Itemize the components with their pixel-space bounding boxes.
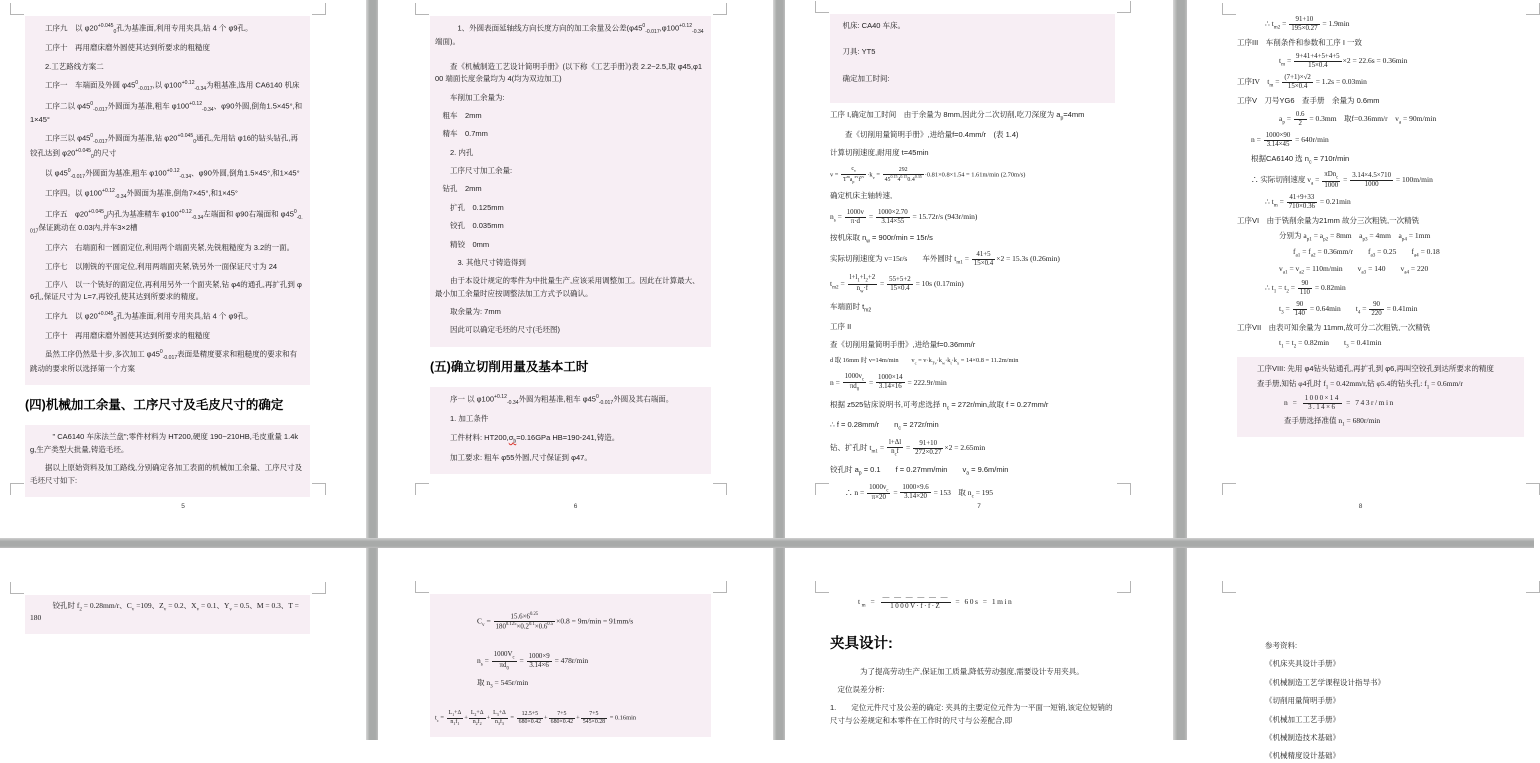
text-block	[1237, 640, 1524, 763]
formula-line: 实际切削速度为 v=15r/s 车外圆时 $t_{m1}$ = $\frac{41+5}{15\times 0.4}$ ×2 = 15.3s (0.26min)	[830, 251, 1060, 268]
text-line: 定位误差分析:	[830, 685, 885, 695]
formula-line: $C_v$ = $\frac{15.6\times 6^{0.25}}{180^{0.125}\times 0.2^{0.1}\times 0.6^{0.5}}$ ×0.8 = 9m/min = 91mm/s	[477, 612, 634, 631]
text-line: 工序 II	[830, 321, 852, 331]
text-line: 工序六 右端面和一圆面定位,利用两个端面夹紧,先铣粗糙度为 3.2的一面。	[30, 243, 295, 253]
section-heading: (四)机械加工余量、工序尺寸及毛皮尺寸的确定	[25, 398, 284, 413]
formula-line: $n_s$ = $\frac{1000v}{\pi\cdot d}$ = $\frac{1000\times 2.70}{3.14\times 55}$ = 15.72r/s (943r/min)	[830, 208, 978, 225]
text-line: 工序VIII: 先用 φ4钻头钻通孔,再扩孔到 φ6,再叫空铰孔到达所要求的精度	[1242, 363, 1494, 373]
text-block	[830, 594, 1115, 727]
formula-line: $t_m$ = $\frac{— — — — — —}{1000V\cdot f\cdot f\cdot Z}$ = 60s = 1min	[858, 594, 1014, 610]
formula-line: 分别为 $a_{p1} = a_{p2} = 8mm$ $a_{p3} = 4mm$ $a_{p4} = 1mm$	[1279, 230, 1431, 243]
text-line: 虽然工序仍然是十步,多次加工 $\varphi 45^0_{-0.017}$表面是精度要求和粗糙度的要求和有跳动的要求所以选择第一个方案	[30, 349, 298, 373]
text-line: 铰孔 0.035mm	[435, 221, 504, 231]
document-page-5[interactable]	[0, 0, 366, 538]
margin-corner-mark	[713, 3, 727, 15]
margin-corner-mark	[415, 483, 429, 495]
text-line: 工序VI 由于铣削余量为21mm 故分三次粗铣,一次精铣	[1237, 215, 1420, 225]
margin-corner-mark	[1117, 1, 1131, 13]
text-block	[830, 109, 1115, 502]
text-line: 查《切削用量简明手册》,进给量f=0.4mm/r (表 1.4)	[830, 130, 1019, 140]
text-line: 1、外圆表面延轴线方向长度方向的加工余量及公差($\varphi 45^0_{-0.017},\varphi 100^{+0.12}_{-0.34}$端面)。	[435, 23, 704, 47]
page-number: 8	[1358, 503, 1363, 510]
text-line: 《机械制造工艺学课程设计指导书》	[1265, 677, 1385, 687]
formula-line: ∴ $t_1 = t_2$ = $\frac{90}{110}$ = 0.82min	[1265, 280, 1346, 297]
highlighted-text-block	[25, 425, 310, 497]
margin-corner-mark	[415, 3, 429, 15]
formula-line: n = $\frac{1000\times 90}{3.14\times 45}$ = 640r/min	[1251, 132, 1329, 149]
text-line: 1. 加工条件	[435, 414, 489, 424]
text-block	[1237, 16, 1524, 351]
page-number: 5	[181, 503, 185, 510]
text-line: 查《机械制造工艺设计简明手册》(以下称《工艺手册》)表 2.2~2.5,取 φ45,φ100 端面长度余量均为 4(均为双边加工)	[435, 61, 703, 84]
section-heading: 夹具设计:	[830, 635, 893, 652]
margin-corner-mark	[1117, 581, 1131, 593]
page-content	[0, 0, 366, 497]
formula-line: $v_{a1} = v_{a2} = 110m/\min$ $v_{a3} = 140$ $v_{a4} = 220$	[1279, 263, 1429, 276]
margin-corner-mark	[10, 582, 24, 594]
text-line: 为了提高劳动生产,保证加工质量,降低劳动强度,需要设计专用夹具。	[830, 666, 1084, 676]
formula-line: ∴ 实际切削速度 $v_a$ = $\frac{\pi Dn_c}{1000}$ = $\frac{3.14\times 4.5\times 710}{1000}$ = 100m/min	[1251, 171, 1433, 189]
margin-corner-mark	[1117, 483, 1131, 495]
text-line: 序一 以 $\varphi 100^{+0.12}_{-0.34}$外圆为粗基准,粗车 $\varphi 45^0_{-0.017}$外圆及其右端面。	[435, 394, 674, 407]
text-line: 工序八 以一个铣好的面定位,再利用另外一个面夹紧,钻 φ4的通孔,再扩孔到 φ6孔,保证尺寸为 L=7,再铰孔使其达到所要求的精度。	[30, 279, 302, 302]
text-line: 工序二以 $\varphi 45^0_{-0.017}$外圆面为基准,粗车 $\varphi 100^{+0.12}_{-0.34}$、φ90外圆,倒角1.5×45°,和1×45°	[30, 100, 303, 124]
margin-corner-mark	[415, 581, 429, 593]
text-line: 工序一 车端面及外圆 $\varphi 45^0_{-0.017}$,以 $\varphi 100^{+0.12}_{-0.34}$为粗基准,选用 CA6140 机床	[30, 80, 300, 93]
page-content	[785, 0, 1173, 502]
document-page-6[interactable]	[378, 0, 773, 538]
text-line: 据以上原始资料及加工路线,分别确定各加工表面的机械加工余量、工序尺寸及毛坯尺寸如下:	[30, 463, 303, 485]
margin-corner-mark	[1222, 3, 1236, 15]
margin-corner-mark	[713, 581, 727, 593]
text-line: 工序VII 由表可知余量为 11mm,故可分二次粗铣,一次精铣	[1237, 322, 1431, 332]
margin-corner-mark	[1222, 483, 1236, 495]
text-line: 工序尺寸加工余量:	[435, 166, 513, 176]
formula-line: $t_{m2}$ = $\frac{l+l_1+l_2+2}{n_w\cdot f}$ = $\frac{55+5+2}{15\times 0.4}$ = 10s (0.17min)	[830, 274, 964, 295]
text-line: 工序四。以 $\varphi 100^{+0.12}_{-0.34}$外圆面为基准,倒角7×45°,和1×45°	[30, 188, 238, 201]
margin-corner-mark	[713, 483, 727, 495]
text-block	[25, 397, 310, 413]
page-content	[1187, 548, 1534, 763]
text-line: 铰孔时 $a_p = 0.1$ f = 0.27mm/min $v_a = 9.6m/\min$	[830, 464, 1009, 477]
text-line: 3. 其他尺寸铸造得到	[435, 257, 526, 267]
text-line: 以 $\varphi 45^0_{-0.017}$外圆面为基准,粗车 $\varphi 100^{+0.12}_{-0.34}$、φ90外圆,倒角1.5×45°,和1×45°	[30, 168, 300, 181]
margin-corner-mark	[1526, 483, 1540, 495]
document-page[interactable]	[785, 548, 1173, 740]
text-line: 《切削用量简明手册》	[1265, 696, 1340, 706]
text-line: 由于本设计规定的零件为中批量生产,应该采用调整加工。因此在计算最大、最小加工余量时应按调整法加工方式予以确认。	[435, 276, 700, 298]
highlighted-text-block	[430, 594, 711, 737]
margin-corner-mark	[10, 3, 24, 15]
formula-line: v = $\frac{c_v}{T^ma_p^{xv}f^{yv}}$ $\cdot k_v$ = $\frac{292}{45^{0.15}4^{0.15}0.4^{0.35}}$ ·0.81×0.8×1.54 = 1.61m/min (2.70m/s)	[830, 165, 1026, 184]
text-line: 工序九 以 $\varphi 20^{+0.045}_0$孔为基准面,利用专用夹具,钻 4 个 φ9孔。	[30, 310, 253, 323]
text-line: 工序九 以 $\varphi 20^{+0.045}_0$孔为基准面,利用专用夹具,钻 4 个 φ9孔。	[30, 23, 253, 35]
margin-corner-mark	[312, 582, 326, 594]
text-line: 取余量为: 7mm	[435, 307, 501, 317]
text-line: 确定加工时间:	[835, 73, 890, 83]
formula-line: ∴ n = $\frac{1000v_c}{\pi\times 20}$ = $\frac{1000\times 9.6}{3.14\times 20}$ = 153 取 $n_c = 195$	[830, 483, 994, 502]
highlighted-text-block	[1237, 357, 1524, 437]
page-content	[378, 548, 773, 737]
text-line: 《机械制造技术基础》	[1265, 732, 1340, 742]
formula-line: 工序IV $t_m$ = $\frac{(7+1)\times√2}{15\times 0.4}$ = 1.2s = 0.03min	[1237, 74, 1367, 91]
document-page[interactable]	[378, 548, 773, 740]
margin-corner-mark	[815, 1, 829, 13]
text-line: 确定机床主轴转速,	[830, 191, 893, 201]
formula-line: $t_m$ = $\frac{9+41+4+5+4+5}{15\times 0.4}$ ×2 = 22.6s = 0.36min	[1279, 53, 1408, 70]
text-line: 工序五 $\varphi 20^{+0.045}_0$内孔为基准精车 $\varphi 100^{+0.12}_{-0.34}$左端面和 φ90右端面和 $\varphi 45^0_{-0.017}$保证跳动在 0.03内,并车3×2槽	[30, 208, 303, 235]
document-page[interactable]	[1187, 548, 1534, 761]
column-separator-2	[773, 0, 785, 740]
formula-line: 查手册,知钻 φ4孔时 $f_1 = 0.42mm/r$,钻 φ5.4的钻头孔: $f_1 = 0.6mm/r$	[1242, 378, 1463, 391]
text-line: 《机械精度设计基础》	[1265, 751, 1340, 761]
document-page-7[interactable]	[785, 0, 1173, 538]
text-line: 《机械加工工艺手册》	[1265, 714, 1340, 724]
margin-corner-mark	[1526, 3, 1540, 15]
section-heading: (五)确立切削用量及基本工时	[430, 359, 589, 374]
text-line: 车削加工余量为:	[435, 92, 505, 102]
formula-line: n = $\frac{1000\times 14}{3.14\times 6}$ = 743r/min	[1284, 395, 1395, 412]
margin-corner-mark	[815, 483, 829, 495]
formula-line: 钻、扩孔时 $t_{m1}$ = $\frac{l+\Delta l}{n_cf}$ = $\frac{91+10}{272\times 0.27}$ ×2 = 2.65min	[830, 438, 986, 458]
text-line: 根据 z525钻床说明书,可考虑选择 $n_c = 272r/\min$,故取 f = 0.27mm/r	[830, 400, 1049, 412]
text-line: 工件材料: $HT200,\sigma_b=0.16GPa$ HB=190-241,铸造。	[435, 432, 620, 445]
spellcheck-underline: $\sigma_b$	[508, 432, 517, 445]
highlighted-text-block	[25, 16, 310, 385]
document-page-8[interactable]	[1187, 0, 1534, 538]
text-line: 参考资料:	[1265, 641, 1298, 650]
text-line: 机床: CA40 车床。	[835, 21, 906, 30]
text-line: 计算切削速度,耐用度 t=45min	[830, 148, 929, 158]
text-line: 按机床取 $n_w = 900r/\min = 15r/s$	[830, 232, 933, 244]
text-line: 工序三以 $\varphi 45^0_{-0.017}$外圆面为基准,钻 $\varphi 20^{+0.045}_0$通孔,先用钻 φ16的钻头钻孔,再铰孔达到 $\varphi 20^{+0.045}_0$的尺寸	[30, 133, 299, 160]
text-line: 粗车 2mm	[435, 110, 482, 120]
formula-line: d 取 16mm 时 v=14m/min $v_c = v\cdot k_{Tv}\cdot k_w\cdot k_t\cdot k_x = 14\times 0.8 = 11.2m/\min$	[830, 357, 1019, 366]
text-line: 工序V 刀号YG6 查手册 余量为 0.6mm	[1237, 96, 1380, 105]
text-line: 1. 定位元件尺寸及公差的确定: 夹具的主要定位元件为一平面一短销,该定位短销的尺寸与公差规定和本零件在工作时的尺寸与公差配合,即	[830, 703, 1113, 725]
text-line: 精车 0.7mm	[435, 129, 488, 139]
text-line: 工序 I,确定加工时间 由于余量为 8mm,因此分二次切削,吃刀深度为 $a_p=4mm$	[830, 110, 1085, 122]
text-line: 扩孔 0.125mm	[435, 202, 504, 212]
formula-line: n = $\frac{1000v_c}{\pi d_0}$ = $\frac{1000\times 14}{3.14\times 16}$ = 222.9r/min	[830, 372, 947, 393]
text-line: 查《切削用量简明手册》,进给量f=0.36mm/r	[830, 340, 976, 350]
row-separator	[0, 538, 1534, 548]
page-content	[785, 548, 1173, 727]
formula-line: 铰孔时 $f_2 = 0.28mm/r$、$C_v =109$、$Z_v = 0.2$、$X_v = 0.1$、$Y_v = 0.5$、M = 0.3、T = 180	[30, 601, 299, 623]
margin-corner-mark	[312, 3, 326, 15]
text-line: 钻孔 2mm	[435, 184, 482, 194]
page-content	[1187, 0, 1534, 437]
formula-line: 查手册选择准值 $n_1 = 680r/\min$	[1284, 416, 1381, 428]
text-line: " CA6140 车床法兰盘";零件材料为 HT200,硬度 190~210HB,毛皮重量 1.4kg,生产类型大批量,铸造毛坯。	[30, 432, 299, 454]
formula-line: $t_c$ = $\frac{L_1+\Delta}{n_1f_1}$ + $\frac{L_2+\Delta}{n_2f_2}$ + $\frac{L_3+\Delta}{n_3f_3}$ = $\frac{12.5+5}{680\times 0.42}$ + $\frac{7+5}{680\times 0.42}$ + $\frac{7+5}{545\times 0.28}$ = 0.16min	[435, 710, 637, 727]
page-number: 6	[573, 503, 578, 510]
highlighted-text-block	[830, 14, 1115, 103]
highlighted-text-block	[430, 16, 711, 347]
text-line: 加工要求: 粗车 φ55外圆,尺寸保证到 φ47。	[435, 452, 592, 462]
text-line: 《机床夹具设计手册》	[1265, 659, 1340, 669]
margin-corner-mark	[312, 483, 326, 495]
text-line: 工序十 再用磨床磨外圆使其达到所要求的粗糙度	[30, 43, 210, 53]
formula-line: $n_s$ = $\frac{1000V_c}{\pi d_0}$ = $\frac{1000\times 9}{3.14\times 6}$ = 478r/min	[477, 651, 589, 672]
margin-corner-mark	[815, 581, 829, 593]
text-line: 因此可以确定毛坯的尺寸(毛坯图)	[435, 325, 560, 335]
margin-corner-mark	[1222, 581, 1236, 593]
document-page[interactable]	[0, 548, 366, 740]
text-line: 2.工艺路线方案二	[30, 61, 104, 71]
formula-line: ∴ $t_m$ = $\frac{41+9+33}{710\times 0.36}$ = 0.21min	[1265, 193, 1351, 210]
formula-line: $t_3$ = $\frac{90}{140}$ = 0.64min $t_4$ = $\frac{90}{220}$ = 0.41min	[1279, 300, 1418, 317]
page-content	[378, 0, 773, 474]
column-separator-1	[366, 0, 378, 740]
text-block	[430, 359, 711, 375]
margin-corner-mark	[10, 483, 24, 495]
text-line: 2. 内孔	[435, 147, 474, 157]
text-line: 工序十 再用磨床磨外圆使其达到所要求的粗糙度	[30, 331, 210, 341]
formula-line: ∴ $t_{m2}$ = $\frac{91+10}{195\times 0.27}$ = 1.9min	[1265, 16, 1350, 32]
margin-corner-mark	[1526, 581, 1540, 593]
page-number: 7	[977, 503, 981, 510]
column-separator-3	[1173, 0, 1187, 740]
formula-line: $t_1 = t_2 = 0.82\min$ $t_3 = 0.41\min$	[1279, 338, 1382, 350]
formula-line: $f_{a1} = f_{a2} = 0.36mm/r$ $f_{a3} = 0.25$ $f_{a4} = 0.18$	[1293, 247, 1440, 259]
highlighted-text-block	[25, 595, 310, 634]
formula-line: $a_p$ = $\frac{0.6}{2}$ = 0.3mm 取f=0.36mm/r $v_a = 90m/\min$	[1279, 111, 1437, 128]
text-line: 刀具: YT5	[835, 47, 876, 57]
text-line: 工序七 以刚铣的平面定位,利用两端面夹紧,铣另外一面保证尺寸为 24	[30, 261, 278, 271]
text-line: 车端面时 $t_{m2}$	[830, 301, 872, 314]
text-line: 根据CA6140 选 $n_c = 710r/\min$	[1251, 154, 1350, 166]
formula-line: 取 $n_3 = 545r/\min$	[477, 678, 529, 690]
text-line: ∴ f = 0.28mm/r $n_c = 272r/\min$	[830, 420, 939, 432]
text-line: 精铰 0mm	[435, 239, 490, 249]
text-line: 工序III 车削条件和参数和工序 I 一致	[1237, 37, 1363, 47]
highlighted-text-block	[430, 387, 711, 474]
